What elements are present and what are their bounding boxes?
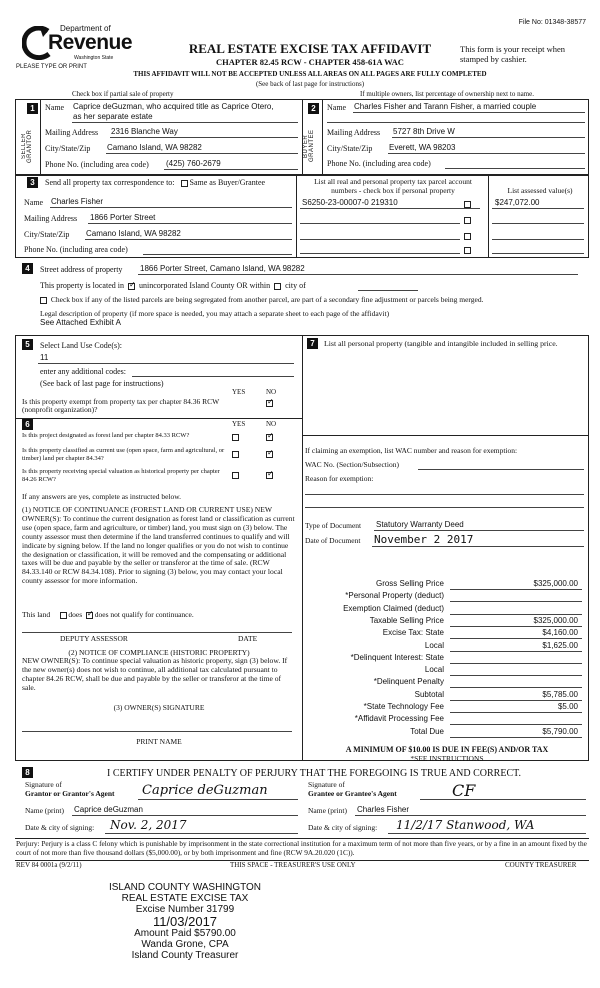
personal-property-label: List all personal property (tangible and intangible included in selling price. xyxy=(324,339,558,348)
corr-phone-label: Phone No. (including area code) xyxy=(24,245,128,254)
grantor-name-field[interactable]: Caprice deGuzman xyxy=(74,805,143,814)
grantee-date-label: Date & city of signing: xyxy=(308,823,378,832)
buyer-name-field[interactable]: Charles Fisher and Tarann Fisher, a married couple xyxy=(354,102,537,111)
forest-question: Is this project designated as forest land per chapter 84.33 RCW? xyxy=(22,432,190,439)
buyer-grantee-label: BUYER GRANTEE xyxy=(303,129,315,163)
see-instructions-note: *SEE INSTRUCTIONS xyxy=(410,754,484,763)
calc-label: *Delinquent Interest: State xyxy=(350,652,444,662)
see-back-note: (See back of last page for instructions) xyxy=(255,80,365,88)
partial-sale-label: Check box if partial sale of property xyxy=(72,90,174,98)
calc-label: Subtotal xyxy=(414,689,444,699)
grantor-signature[interactable]: Caprice deGuzman xyxy=(142,783,268,798)
historic-yes-checkbox[interactable] xyxy=(232,472,239,479)
buyer-city-label: City/State/Zip xyxy=(327,144,373,153)
doc-date-label: Date of Document xyxy=(305,536,361,545)
corr-name-label: Name xyxy=(24,198,44,207)
corr-mail-field[interactable]: 1866 Porter Street xyxy=(90,213,156,222)
calc-value[interactable]: $5,790.00 xyxy=(542,726,578,736)
street-address-label: Street address of property xyxy=(40,265,123,274)
current-use-yes-checkbox[interactable] xyxy=(232,451,239,458)
grantor-sig-label-1: Signature of xyxy=(25,780,62,789)
land-use-code-field[interactable]: 11 xyxy=(40,353,49,362)
legal-description-label: Legal description of property (if more space is needed, you may attach a separate sheet to each page of the affidavit) xyxy=(40,309,390,318)
grantor-date-label: Date & city of signing: xyxy=(25,823,95,832)
seller-mail-label: Mailing Address xyxy=(45,128,99,137)
land-use-see-back: (See back of last page for instructions) xyxy=(40,379,164,388)
parcel-4-checkbox[interactable] xyxy=(464,247,471,254)
correspondence-label: Send all property tax correspondence to: Same as Buyer/Grantee xyxy=(45,178,266,187)
grantee-name-label: Name (print) xyxy=(308,806,347,815)
calc-label: Local xyxy=(424,665,444,675)
calc-label: *State Technology Fee xyxy=(363,702,444,711)
wac-label: WAC No. (Section/Subsection) xyxy=(305,460,399,469)
exempt-question: Is this property exempt from property tax per chapter 84.36 RCW (nonprofit organization)? xyxy=(22,397,220,414)
current-use-no-checkbox[interactable] xyxy=(266,451,273,458)
print-name-label: PRINT NAME xyxy=(136,737,182,746)
warning-banner: THIS AFFIDAVIT WILL NOT BE ACCEPTED UNLESS ALL AREAS ON ALL PAGES ARE FULLY COMPLETED xyxy=(133,70,487,78)
continuance-line: This land does ✓ does not qualify for continuance. xyxy=(22,610,194,619)
corr-city-field[interactable]: Camano Island, WA 98282 xyxy=(86,229,181,238)
calc-value[interactable]: $5,785.00 xyxy=(542,689,578,699)
doc-date-field[interactable]: November 2 2017 xyxy=(374,533,474,546)
assessed-value-1[interactable]: $247,072.00 xyxy=(495,198,540,207)
doc-type-label: Type of Document xyxy=(305,521,362,530)
if-yes-note: If any answers are yes, complete as instructed below. xyxy=(22,492,182,501)
file-number: File No: 01348-38577 xyxy=(518,19,586,26)
owner-signature-label: (3) OWNER(S) SIGNATURE xyxy=(113,703,205,712)
located-line: This property is located in ✓ unincorporated Island County OR within city of xyxy=(40,281,306,290)
certify-statement: I CERTIFY UNDER PENALTY OF PERJURY THAT THE FOREGOING IS TRUE AND CORRECT. xyxy=(107,768,521,779)
exemption-reason-label: Reason for exemption: xyxy=(305,474,374,483)
county-treasurer-label: COUNTY TREASURER xyxy=(505,861,577,869)
notice-of-compliance: NEW OWNER(S): To continue special valuation as historic property, sign (3) below. If the new owner(s) does not wish to continue, all additional tax calculated pursuant to chapter 84.26 RCW, shall be due and payable by the seller or transferor at the time of sale. xyxy=(22,656,288,692)
calc-value[interactable]: $1,625.00 xyxy=(542,640,578,650)
assessor-date-label: DATE xyxy=(238,634,258,643)
seller-mail-field[interactable]: 2316 Blanche Way xyxy=(111,127,178,136)
form-title: REAL ESTATE EXCISE TAX AFFIDAVIT xyxy=(188,41,432,56)
corr-name-field[interactable]: Charles Fisher xyxy=(51,197,104,206)
grantor-sig-label-2: Grantor or Grantor's Agent xyxy=(25,789,115,798)
calc-label: Local xyxy=(424,640,444,650)
historic-question: Is this property receiving special valuation as historical property per chapter 84.26 RCW? xyxy=(22,468,220,483)
does-not-qualify-checkbox[interactable] xyxy=(86,612,93,619)
parcel-3-checkbox[interactable] xyxy=(464,233,471,240)
calc-value[interactable]: $5.00 xyxy=(557,702,578,711)
grantee-date-field[interactable]: 11/2/17 Stanwood, WA xyxy=(396,818,535,832)
parcel-header: List all real and personal property tax parcel account numbers - check box if personal property xyxy=(314,177,472,195)
notice-of-continuance: (1) NOTICE OF CONTINUANCE (FOREST LAND OR CURRENT USE) NEW OWNER(S): To continue the current designation as forest land or classification as current use (open space, farm and agriculture, or timber) land, you must sign on (3) below. The county assessor must then determine if the land transferred continues to qualify and will indicate by signing below. If the land no longer qualifies or you do not wish to continue the designation or classification, it will be removed and the compensating or additional taxes will be due and payable by the seller or transferor at the time of sale. (RCW 84.33.140 or RCW 84.34.108). Prior to signing (3) below, you may contact your local county assessor for more information. xyxy=(22,505,295,586)
deputy-assessor-label: DEPUTY ASSESSOR xyxy=(60,634,128,643)
dor-logo: Department of Revenue Washington State xyxy=(22,24,127,64)
calc-value[interactable]: $325,000.00 xyxy=(533,615,578,625)
buyer-city-field[interactable]: Everett, WA 98203 xyxy=(389,143,456,152)
seller-name-label: Name xyxy=(45,103,65,112)
grantee-signature[interactable]: CF xyxy=(452,781,476,800)
form-chapter: CHAPTER 82.45 RCW - CHAPTER 458-61A WAC xyxy=(216,57,404,67)
exempt-no-checkbox[interactable] xyxy=(266,400,273,407)
same-as-buyer-checkbox[interactable] xyxy=(181,180,188,187)
section-6-badge: 6 xyxy=(22,419,33,430)
seller-phone-label: Phone No. (including area code) xyxy=(45,160,149,169)
grantor-name-label: Name (print) xyxy=(25,806,64,815)
parcel-2-checkbox[interactable] xyxy=(464,217,471,224)
calc-label: *Affidavit Processing Fee xyxy=(354,714,444,724)
calc-label: Exemption Claimed (deduct) xyxy=(343,603,444,613)
section-1-badge: 1 xyxy=(27,103,38,114)
grantee-sig-label-2: Grantee or Grantee's Agent xyxy=(308,789,397,798)
section-7-badge: 7 xyxy=(307,338,318,349)
multiple-owners-note: If multiple owners, list percentage of ownership next to name. xyxy=(360,90,534,98)
legal-description-field[interactable]: See Attached Exhibit A xyxy=(40,318,121,327)
calc-value[interactable]: $325,000.00 xyxy=(533,579,578,588)
seller-name-field-2[interactable]: as her separate estate xyxy=(73,112,153,121)
assessed-header: List assessed value(s) xyxy=(507,186,573,195)
grantee-sig-label-1: Signature of xyxy=(308,780,345,789)
buyer-phone-label: Phone No. (including area code) xyxy=(327,159,431,168)
corr-mail-label: Mailing Address xyxy=(24,214,78,223)
grantee-name-field[interactable]: Charles Fisher xyxy=(357,805,410,814)
corr-city-label: City/State/Zip xyxy=(24,230,70,239)
city-checkbox[interactable] xyxy=(274,283,281,290)
treasurer-use-note: THIS SPACE - TREASURER'S USE ONLY xyxy=(230,861,356,869)
buyer-name-label: Name xyxy=(327,103,347,112)
forest-yes-checkbox[interactable] xyxy=(232,434,239,441)
section-8-badge: 8 xyxy=(22,767,33,778)
buyer-mail-label: Mailing Address xyxy=(327,128,381,137)
current-use-question: Is this property classified as current use (open space, farm and agricultural, or timber) land per chapter 84.34? xyxy=(22,447,225,462)
seller-phone-field[interactable]: (425) 760-2679 xyxy=(166,159,221,168)
does-qualify-checkbox[interactable] xyxy=(60,612,67,619)
segregated-checkbox[interactable] xyxy=(40,297,47,304)
calc-label: Gross Selling Price xyxy=(375,579,444,588)
minimum-fee-note: A MINIMUM OF $10.00 IS DUE IN FEE(S) AND/OR TAX xyxy=(345,745,549,754)
section-4-badge: 4 xyxy=(22,263,33,274)
unincorporated-checkbox[interactable] xyxy=(128,283,135,290)
calc-label: *Personal Property (deduct) xyxy=(345,591,444,601)
segregated-line: Check box if any of the listed parcels are being segregated from another parcel, are part of a secondary fine adjustment or parcels being merged. xyxy=(40,295,483,304)
historic-no-checkbox[interactable] xyxy=(266,472,273,479)
street-address-field[interactable]: 1866 Porter Street, Camano Island, WA 98282 xyxy=(140,264,305,273)
treasurer-stamp: ISLAND COUNTY WASHINGTON REAL ESTATE EXCISE TAX Excise Number 31799 11/03/2017 Amount Paid $5790.00 Wanda Grone, CPA Island County Treasurer xyxy=(108,882,262,961)
calc-label: Taxable Selling Price xyxy=(369,615,444,625)
calc-value[interactable]: $4,160.00 xyxy=(542,628,578,638)
forest-no-checkbox[interactable] xyxy=(266,434,273,441)
seller-grantor-label: SELLER GRANTOR xyxy=(21,129,33,163)
exemption-label: If claiming an exemption, list WAC number and reason for exemption: xyxy=(305,446,518,455)
receipt-note: This form is your receipt when stamped by cashier. xyxy=(460,44,566,64)
parcel-1-checkbox[interactable] xyxy=(464,201,471,208)
buyer-mail-field[interactable]: 5727 8th Drive W xyxy=(393,127,455,136)
calc-label: *Delinquent Penalty xyxy=(373,677,444,687)
perjury-notice: Perjury: Perjury is a class C felony which is punishable by imprisonment in the state correctional institution for a maximum term of not more than five years, or by a fine in an amount fixed by the court of not more than five thousand dollars ($5,000.00), or by both imprisonment and fine (RCW 9A.20.020 (1C)). xyxy=(16,839,587,857)
calc-label: Excise Tax: State xyxy=(382,628,444,638)
doc-type-field[interactable]: Statutory Warranty Deed xyxy=(376,520,464,529)
additional-codes-label: enter any additional codes: xyxy=(40,367,126,376)
land-use-label: Select Land Use Code(s): xyxy=(40,341,122,350)
seller-city-label: City/State/Zip xyxy=(45,144,91,153)
please-type-note: PLEASE TYPE OR PRINT xyxy=(16,64,87,70)
seller-city-field[interactable]: Camano Island, WA 98282 xyxy=(107,143,202,152)
section-3-badge: 3 xyxy=(27,177,38,188)
notice-of-compliance-title: (2) NOTICE OF COMPLIANCE (HISTORIC PROPERTY) xyxy=(68,648,250,657)
calc-label: Total Due xyxy=(410,726,444,736)
section-2-badge: 2 xyxy=(308,103,319,114)
grantor-date-field[interactable]: Nov. 2, 2017 xyxy=(110,818,187,832)
section-5-badge: 5 xyxy=(22,339,33,350)
seller-name-field[interactable]: Caprice deGuzman, who acquired title as Caprice Otero, xyxy=(73,102,274,111)
form-revision: REV 84 0001a (9/2/11) xyxy=(16,861,82,869)
parcel-number-1[interactable]: S6250-23-00007-0 219310 xyxy=(302,198,398,207)
